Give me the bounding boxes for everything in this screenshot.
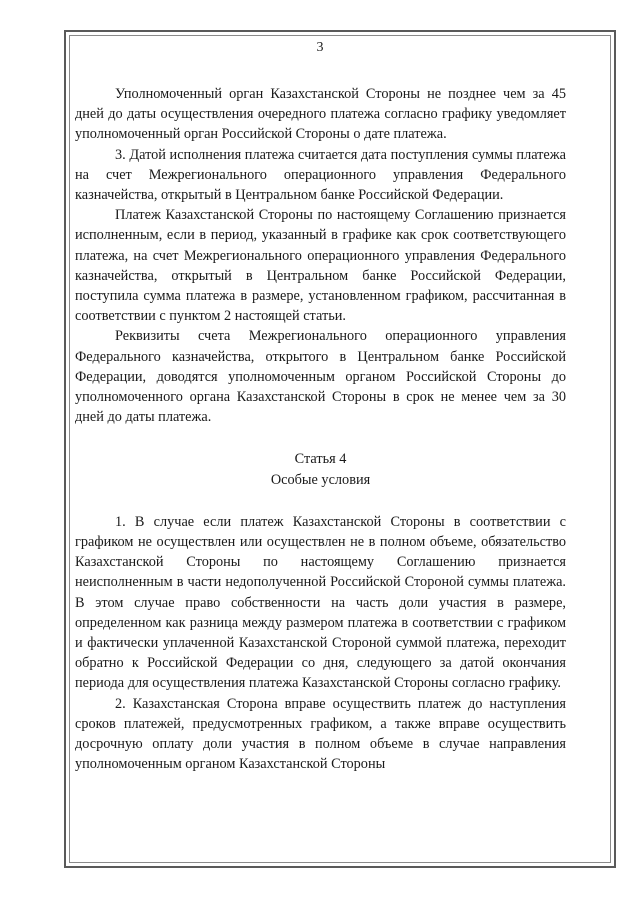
- article-title: Особые условия: [270, 471, 371, 488]
- page-number: 3: [316, 40, 324, 55]
- paragraph-notification: Уполномоченный орган Казахстанской Стороны не позднее чем за 45 дней до даты осуществления очередного платежа согласно графику уведомляет уполномоченный орган Российской Стороны о дате платежа.: [75, 86, 566, 143]
- paragraph-account-details: Реквизиты счета Межрегионального операционного управления Федерального казначейства, открытого в Центральном банке Российской Федерации, доводятся уполномоченным органом Российской Стороны до уполномоченного органа Казахстанской Стороны в срок не менее чем за 30 дней до даты платежа.: [75, 328, 566, 426]
- paragraph-payment-date: 3. Датой исполнения платежа считается дата поступления суммы платежа на счет Межрегионального операционного управления Федерального казначейства, открытый в Центральном банке Российской Федерации.: [75, 146, 566, 204]
- paragraph-nonpayment: 1. В случае если платеж Казахстанской Стороны в соответствии с графиком не осуществлен или осуществлен не в полном объеме, обязательство Казахстанской Стороны по настоящему Соглашению признается неисполненным в части недополученной Российской Стороной суммы платежа. В этом случае право собственности на часть доли участия в размере, определенном как разница между размером платежа в соответствии с графиком и фактически уплаченной Казахстанской Стороной суммой платежа, переходит обратно к Российской Федерации со дня, следующего за датой окончания периода для осуществления платежа Казахстанской Стороны согласно графику.: [75, 513, 566, 692]
- paragraph-payment-fulfilled: Платеж Казахстанской Стороны по настоящему Соглашению признается исполненным, если в период, указанный в графике как срок соответствующего платежа, на счет Межрегионального операционного управления Федерального казначейства, открытый в Центральном банке Российской Федерации, поступила сумма платежа в размере, установленном графиком, рассчитанная в соответствии с пунктом 2 настоящей статьи.: [75, 207, 566, 325]
- paragraph-early-payment: 2. Казахстанская Сторона вправе осуществить платеж до наступления сроков платежей, предусмотренных графиком, а также вправе осуществить досрочную оплату доли участия в полном объеме в случае направления уполномоченным органом Казахстанской Стороны: [75, 695, 566, 773]
- document-body: [75, 84, 566, 775]
- article-number: Статья 4: [294, 451, 347, 468]
